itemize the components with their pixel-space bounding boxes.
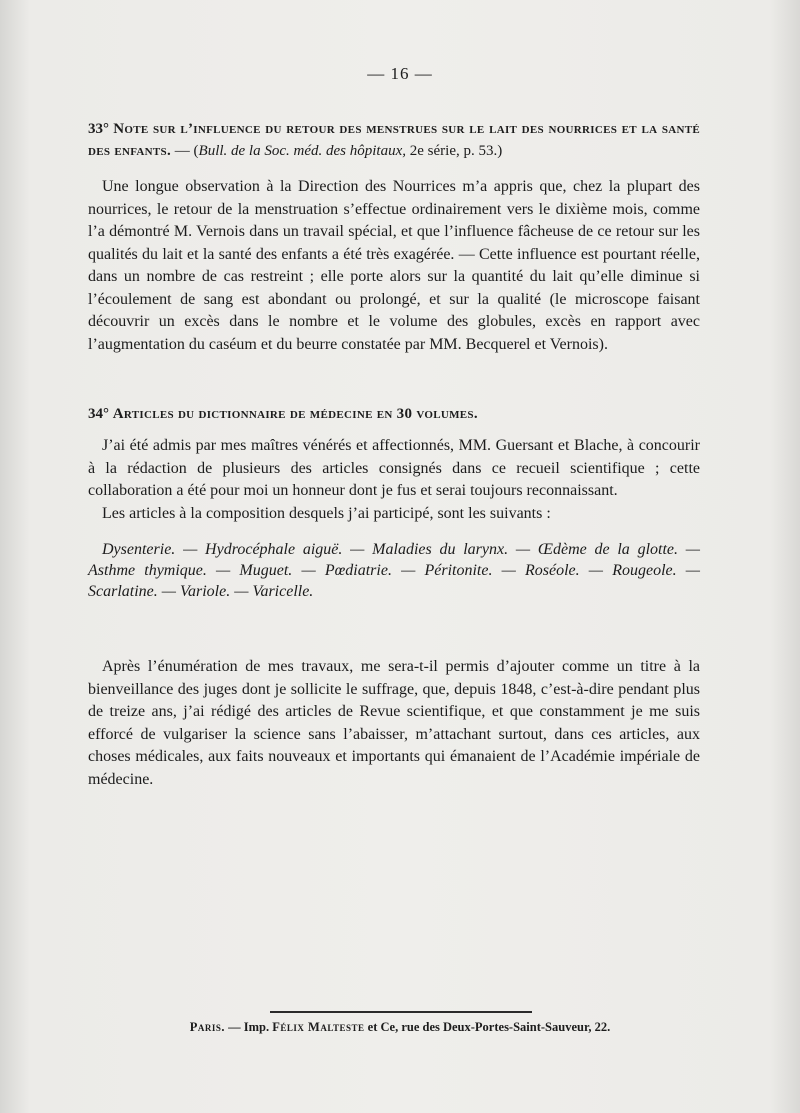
imprint-city: Paris. bbox=[189, 1020, 226, 1034]
note-33-title: Note sur l’influence du retour des menstrues sur le lait des nourrices et la santé des enfants. bbox=[88, 121, 701, 159]
note-33-number: 33° bbox=[88, 121, 114, 137]
note-33-ref-prefix: — ( bbox=[171, 143, 199, 159]
imprint-sep: — Imp. bbox=[225, 1020, 273, 1034]
note-33-heading bbox=[88, 118, 700, 162]
note-33-ref-italic: Bull. de la Soc. méd. des hôpitaux, bbox=[198, 143, 406, 159]
imprint-address: et Ce, rue des Deux-Portes-Saint-Sauveur, 22. bbox=[364, 1020, 611, 1034]
note-34-number: 34° bbox=[88, 406, 113, 422]
note-33 bbox=[88, 118, 700, 356]
conclusion-section bbox=[88, 656, 700, 791]
note-34-paragraph-1: J’ai été admis par mes maîtres vénérés et affectionnés, MM. Guersant et Blache, à concourir à la rédaction de plusieurs des articles consignés dans ce recueil scientifique ; cette collaboration a été pour moi un honneur dont je fus et serai toujours reconnaissant. bbox=[88, 437, 700, 499]
page-number: — 16 — bbox=[367, 64, 433, 83]
note-33-paragraph: Une longue observation à la Direction des Nourrices m’a appris que, chez la plupart des nourrices, le retour de la menstruation s’effectue ordinairement vers le dixième mois, comme l’a démontré M. Vernois dans un travail spécial, et que l’influence fâcheuse de ce retour sur les qualités du lait et la santé des enfants a été très exagérée. — Cette influence est pourtant réelle, dans un nombre de cas restreint ; elle porte alors sur la quantité du lait qu’elle diminue si l’écoulement de sang est abondant ou prolongé, et sur la qualité (le microscope faisant découvrir un excès dans le nombre et le volume des globules, excès en rapport avec l’augmentation du caséum et du beurre constatée par MM. Becquerel et Vernois). bbox=[88, 178, 700, 353]
note-33-ref-suffix: 2e série, p. 53.) bbox=[406, 143, 503, 159]
printer-imprint bbox=[0, 1020, 800, 1035]
footer-rule bbox=[270, 1011, 532, 1013]
article-list: Dysenterie. — Hydrocéphale aiguë. — Maladies du larynx. — Œdème de la glotte. — Asthme thymique. — Muguet. — Pœdiatrie. — Péritonite. — Roséole. — Rougeole. — Scarlatine. — Variole. — Varicelle. bbox=[88, 541, 700, 600]
note-34-paragraph-2: Les articles à la composition desquels j’ai participé, sont les suivants : bbox=[102, 504, 551, 522]
note-34-title: Articles du dictionnaire de médecine en 30 volumes. bbox=[112, 406, 478, 422]
note-34 bbox=[88, 403, 700, 618]
imprint-printer: Félix Malteste bbox=[272, 1020, 365, 1034]
note-34-heading bbox=[88, 403, 700, 425]
conclusion-paragraph: Après l’énumération de mes travaux, me sera-t-il permis d’ajouter comme un titre à la bienveillance des juges dont je sollicite le suffrage, que, depuis 1848, c’est-à-dire pendant plus de treize ans, j’ai rédigé des articles de Revue scientifique, et que constamment je me suis efforcé de vulgariser la science sans l’abaisser, m’attachant surtout, dans ces articles, aux choses médicales, aux faits nouveaux et importants qui émanaient de l’Académie impériale de médecine. bbox=[88, 658, 700, 788]
